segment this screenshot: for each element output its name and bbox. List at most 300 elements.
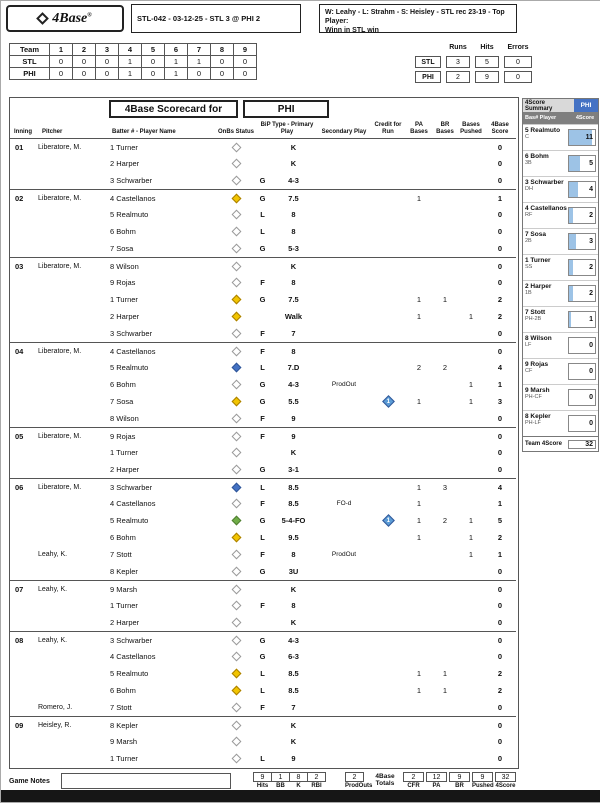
bip-type-cell [256, 227, 318, 236]
br-bases-cell: 1 [442, 686, 448, 695]
onbase-status-cell [216, 670, 256, 677]
primary-play: 7.5 [288, 295, 299, 304]
fourbase-score-cell: 2 [497, 533, 503, 542]
primary-play: Walk [284, 312, 303, 321]
summary-player-name: 4 Castellanos [525, 205, 567, 212]
header-onbs-status: OnBs Status [217, 129, 254, 136]
errors-value: 0 [504, 56, 532, 68]
summary-player-name: 7 Stott [525, 309, 546, 316]
fourbase-score-cell: 0 [497, 431, 503, 441]
summary-team-badge: PHI [574, 99, 598, 112]
fourbase-score-cell: 1 [497, 550, 503, 559]
fourbase-score-cell: 0 [497, 159, 503, 168]
bases-pushed-cell: 1 [468, 550, 474, 559]
credit-for-run-cell [370, 448, 406, 457]
inning-header-cells [50, 44, 257, 56]
inning-score-cell: 0 [142, 56, 165, 68]
summary-row [523, 384, 598, 410]
summary-player-name: 9 Marsh [525, 387, 550, 394]
base-total-box [449, 772, 470, 789]
batter-cell: 3 Schwarber [110, 635, 153, 645]
bip-type-cell [256, 363, 318, 372]
bip-type-cell [256, 194, 318, 203]
onbase-diamond-icon [231, 669, 241, 679]
batter-cell: 9 Marsh [110, 737, 138, 746]
summary-row [523, 306, 598, 332]
summary-player-position: PH-CF [525, 394, 542, 400]
bip-type-cell [256, 550, 318, 559]
fourbase-score-cell: 0 [497, 703, 503, 712]
batter-cell: 2 Harper [110, 159, 140, 168]
credit-for-run-cell [370, 567, 406, 576]
errors-value: 0 [504, 71, 532, 83]
summary-player-name: 8 Wilson [525, 335, 552, 342]
onbase-diamond-icon [231, 533, 241, 543]
summary-player-name: 1 Turner [525, 257, 551, 264]
summary-score-cell [568, 129, 596, 146]
inning-cell: 05 [15, 431, 24, 441]
scorecard-rows [10, 138, 516, 767]
onbase-status-cell [216, 637, 256, 644]
summary-team-total-row [523, 436, 598, 451]
game-id-text: STL-042 - 03-12-25 - STL 3 @ PHI 2 [137, 14, 261, 23]
scorecard-row [10, 257, 516, 274]
credit-for-run-cell [370, 227, 406, 236]
onbase-status-cell [216, 313, 256, 320]
bip-letter: L [260, 363, 265, 372]
summary-score-value: 2 [589, 290, 593, 297]
br-bases-cell: 1 [442, 669, 448, 678]
stat-box [307, 772, 326, 789]
bases-pushed-cell: 1 [468, 516, 474, 525]
inning-score-cell: 0 [50, 56, 73, 68]
primary-play: 8 [291, 227, 296, 236]
primary-play: 8.5 [288, 499, 299, 508]
batter-cell: 1 Turner [110, 448, 138, 457]
onbase-status-cell [216, 568, 256, 575]
primary-play: 8.5 [288, 482, 299, 492]
primary-play: 8 [291, 278, 296, 287]
inning-header-cell: 3 [96, 44, 119, 56]
inning-score-cell: 0 [96, 68, 119, 80]
fourbase-score-cell: 0 [497, 210, 503, 219]
summary-player [523, 203, 568, 228]
summary-score-bar [569, 156, 580, 171]
summary-player [523, 229, 568, 254]
stat-box [271, 772, 290, 789]
primary-play: 6-3 [288, 652, 299, 661]
bip-letter: L [260, 227, 265, 236]
scorecard-table [9, 97, 519, 769]
primary-play: 8 [291, 550, 296, 559]
summary-title: 4Score Summary [523, 99, 574, 112]
bip-type-cell [256, 397, 318, 406]
base-total-value: 12 [426, 772, 447, 782]
onbase-status-cell [216, 245, 256, 252]
onbase-status-cell [216, 195, 256, 202]
onbase-status-cell [216, 279, 256, 286]
summary-score-cell [568, 259, 596, 276]
onbase-status-cell [216, 619, 256, 626]
bip-letter: L [260, 533, 265, 542]
summary-player-name: 9 Rojas [525, 361, 549, 368]
primary-play: 4-3 [288, 380, 299, 389]
inning-cell: 07 [15, 584, 24, 594]
credit-for-run-cell [370, 143, 406, 152]
onbase-diamond-icon [231, 516, 241, 526]
scorecard-row [10, 750, 516, 767]
fourbase-score-cell: 0 [497, 142, 503, 152]
summary-player [523, 177, 568, 202]
summary-player-position: 1B [525, 290, 532, 296]
bip-type-cell [256, 686, 318, 695]
summary-player [523, 281, 568, 306]
scorecard-row [10, 291, 516, 308]
linescore-table [9, 43, 257, 80]
summary-score-bar [569, 260, 573, 275]
bip-letter: G [259, 465, 266, 474]
bases-pushed-cell: 1 [468, 397, 474, 406]
summary-player-position: DH [525, 186, 533, 192]
onbase-status-cell [216, 330, 256, 337]
bip-letter: G [259, 397, 266, 406]
summary-score-cell [568, 285, 596, 302]
credit-for-run-cell [370, 652, 406, 661]
batter-cell: 6 Bohm [110, 380, 136, 389]
scorecard-row [10, 410, 516, 427]
bip-letter: L [260, 482, 265, 492]
onbase-status-cell [216, 602, 256, 609]
bip-letter: F [260, 346, 265, 356]
summary-player-position: CF [525, 368, 533, 374]
prodouts-group [345, 772, 373, 789]
batter-cell: 3 Schwarber [110, 329, 153, 338]
pa-bases-cell: 1 [416, 669, 422, 678]
summary-row [523, 150, 598, 176]
onbase-status-cell [216, 738, 256, 745]
cfr-number: 1 [386, 517, 390, 524]
bip-letter: L [260, 686, 265, 695]
primary-play: 8.5 [288, 686, 299, 695]
errors-label: Errors [507, 43, 529, 51]
primary-play: K [290, 618, 297, 627]
pa-bases-cell: 1 [416, 686, 422, 695]
fourbase-score-cell: 1 [497, 380, 503, 389]
onbase-status-cell [216, 348, 256, 355]
batting-totals-group [253, 772, 326, 789]
pitcher-cell: Liberatore, M. [38, 432, 82, 440]
credit-for-run-cell [370, 278, 406, 287]
fourbase-score-cell: 0 [497, 567, 503, 576]
bip-type-cell [256, 652, 318, 661]
onbase-status-cell [216, 296, 256, 303]
secondary-play-cell: ProdOut [331, 551, 357, 558]
batter-cell: 4 Castellanos [110, 652, 156, 661]
batter-cell: 5 Realmuto [110, 516, 149, 525]
credit-for-run-cell [370, 380, 406, 389]
pitcher-cell: Liberatore, M. [38, 347, 82, 355]
onbase-diamond-icon [231, 754, 241, 764]
inning-header-cell: 7 [188, 44, 211, 56]
onbase-diamond-icon [231, 635, 241, 645]
4base-totals-label: 4Base Totals [375, 773, 395, 788]
inning-score-cell: 0 [234, 68, 257, 80]
credit-for-run-cell [370, 432, 406, 441]
primary-play: 7.D [287, 363, 300, 372]
inning-score-cell: 0 [50, 68, 73, 80]
bip-type-cell [256, 329, 318, 338]
cfr-number: 1 [386, 398, 390, 405]
header-pitcher: Pitcher [42, 129, 63, 136]
onbase-diamond-icon [231, 176, 241, 186]
batter-cell: 9 Marsh [110, 584, 138, 594]
inning-header-cell: 2 [73, 44, 96, 56]
summary-score-value: 0 [589, 368, 593, 375]
summary-score-cell [568, 181, 596, 198]
inning-score-cell: 0 [73, 56, 96, 68]
scorecard-row [10, 614, 516, 631]
cfr-diamond-icon [382, 395, 395, 408]
scorecard-row [10, 223, 516, 240]
onbase-diamond-icon [231, 431, 241, 441]
bip-letter: F [260, 601, 265, 610]
app-logo [6, 5, 124, 32]
fourbase-score-cell: 0 [497, 635, 503, 645]
bip-letter: G [259, 567, 266, 576]
bip-letter: F [260, 550, 265, 559]
bip-letter: G [259, 652, 266, 661]
scorecard-row [10, 325, 516, 342]
inning-score-cell: 0 [188, 68, 211, 80]
scorecard-row [10, 682, 516, 699]
base-total-value: 32 [495, 772, 516, 782]
inning-score-cell: 0 [211, 68, 234, 80]
header-4base-score: 4Base Score [491, 122, 509, 136]
bip-type-cell [256, 465, 318, 474]
inning-score-cell: 1 [119, 56, 142, 68]
primary-play: 9.5 [288, 533, 299, 542]
primary-play: 8 [291, 601, 296, 610]
onbase-status-cell [216, 433, 256, 440]
credit-for-run-cell [370, 721, 406, 730]
summary-score-cell [568, 155, 596, 172]
bip-type-cell [256, 295, 318, 304]
summary-player-position: SS [525, 264, 533, 270]
header-inning: Inning [14, 129, 32, 136]
header-bases-pushed: Bases Pushed [460, 122, 482, 136]
header-bip-primary: BiP Type - Primary Play [260, 122, 314, 136]
batter-cell: 1 Turner [110, 142, 138, 152]
pa-bases-cell: 1 [416, 499, 422, 508]
team-total-value: 32 [568, 440, 596, 449]
inning-score-cell: 0 [211, 56, 234, 68]
onbase-diamond-icon [231, 295, 241, 305]
inning-cell: 06 [15, 482, 24, 492]
pa-bases-cell: 1 [416, 312, 422, 321]
summary-score-cell [568, 233, 596, 250]
footer-bar [1, 790, 600, 802]
summary-row [523, 124, 598, 150]
inning-score-cell: 0 [73, 68, 96, 80]
scorecard-team-box: PHI [243, 100, 329, 118]
bip-letter: G [259, 516, 266, 525]
onbase-status-cell [216, 228, 256, 235]
batter-cell: 8 Wilson [110, 414, 139, 423]
bip-type-cell [256, 669, 318, 678]
scorecard-row [10, 665, 516, 682]
br-bases-cell: 3 [442, 482, 448, 492]
primary-play: K [290, 584, 297, 594]
bip-type-cell [256, 737, 318, 746]
inning-cell: 09 [15, 720, 24, 730]
fourbase-score-cell: 0 [497, 652, 503, 661]
bip-type-cell [256, 210, 318, 219]
onbase-diamond-icon [231, 482, 241, 492]
bip-letter: G [259, 380, 266, 389]
game-id-box [131, 4, 301, 33]
scorecard-row [10, 597, 516, 614]
scorecard-row [10, 342, 516, 359]
credit-for-run-cell [370, 585, 406, 594]
onbase-status-cell [216, 722, 256, 729]
fourbase-score-cell: 1 [497, 193, 503, 203]
pa-bases-cell: 1 [416, 482, 422, 492]
primary-play: 3-1 [288, 465, 299, 474]
batter-cell: 8 Kepler [110, 720, 138, 730]
onbase-diamond-icon [231, 567, 241, 577]
scorecard-row [10, 563, 516, 580]
summary-player-list [523, 124, 598, 436]
batter-cell: 3 Schwarber [110, 176, 153, 185]
br-bases-cell: 1 [442, 295, 448, 304]
batter-cell: 6 Bohm [110, 686, 136, 695]
bases-pushed-cell: 1 [468, 533, 474, 542]
fourbase-score-cell: 0 [497, 448, 503, 457]
primary-play: 9 [291, 754, 296, 763]
scorecard-row [10, 155, 516, 172]
primary-play: 4-3 [288, 176, 299, 185]
diamond-icon [36, 12, 49, 25]
scorecard-row [10, 699, 516, 716]
onbase-diamond-icon [231, 278, 241, 288]
primary-play: 8.5 [288, 669, 299, 678]
scorecard-row [10, 359, 516, 376]
batter-cell: 9 Rojas [110, 431, 136, 441]
summary-player-position: LF [525, 342, 532, 348]
onbase-diamond-icon [231, 618, 241, 628]
summary-player [523, 307, 568, 332]
fourbase-score-cell: 3 [497, 397, 503, 406]
fourbase-score-cell: 0 [497, 414, 503, 423]
onbase-status-cell [216, 211, 256, 218]
cfr-diamond-icon [382, 514, 395, 527]
scorecard-row [10, 580, 516, 597]
fourbase-score-cell: 0 [497, 261, 503, 271]
bip-letter: F [260, 278, 265, 287]
primary-play: 9 [291, 414, 296, 423]
summary-score-value: 1 [589, 316, 593, 323]
batter-cell: 2 Harper [110, 618, 140, 627]
onbase-diamond-icon [231, 720, 241, 730]
batter-cell: 6 Bohm [110, 533, 136, 542]
inning-score-cell: 0 [142, 68, 165, 80]
inning-cell: 01 [15, 142, 24, 152]
bip-letter: F [260, 499, 265, 508]
credit-for-run-cell [370, 176, 406, 185]
inning-score-cell: 1 [188, 56, 211, 68]
primary-play: 5-3 [288, 244, 299, 253]
primary-play: K [290, 448, 297, 457]
summary-score-bar [569, 234, 576, 249]
summary-col-score: 4Score [575, 115, 595, 121]
onbase-diamond-icon [231, 329, 241, 339]
batter-cell: 9 Rojas [110, 278, 136, 287]
bip-type-cell [256, 499, 318, 508]
bip-type-cell [256, 278, 318, 287]
game-result-line2: Winn in STL win [325, 27, 379, 35]
summary-score-value: 11 [585, 134, 593, 141]
scorecard-title-label: 4Base Scorecard for [109, 100, 238, 118]
batter-cell: 8 Kepler [110, 567, 138, 576]
runs-value: 3 [446, 56, 470, 68]
batter-cell: 8 Wilson [110, 261, 139, 271]
credit-for-run-cell [370, 636, 406, 645]
batter-cell: 3 Schwarber [110, 482, 153, 492]
onbase-status-cell [216, 144, 256, 151]
logo-text: 4Base® [52, 10, 92, 26]
summary-row [523, 176, 598, 202]
summary-panel [522, 98, 599, 452]
linescore-body [10, 56, 257, 80]
pitcher-cell: Romero, J. [38, 704, 73, 711]
batter-cell: 2 Harper [110, 312, 140, 321]
pa-bases-cell: 2 [416, 363, 422, 372]
bip-type-cell [256, 721, 318, 730]
scorecard-row [10, 529, 516, 546]
credit-for-run-cell [370, 516, 406, 525]
onbase-diamond-icon [231, 142, 241, 152]
inning-score-cell: 1 [165, 56, 188, 68]
game-notes-label: Game Notes [9, 778, 50, 785]
fourbase-score-cell: 0 [497, 601, 503, 610]
bases-pushed-cell: 1 [468, 380, 474, 389]
summary-score-cell [568, 363, 596, 380]
summary-player-position: 3B [525, 160, 532, 166]
bip-letter: L [260, 754, 265, 763]
summary-column-header [523, 112, 598, 124]
batter-cell: 1 Turner [110, 601, 138, 610]
scorecard-row [10, 240, 516, 257]
summary-player-position: C [525, 134, 529, 140]
onbase-diamond-icon [231, 652, 241, 662]
inning-header-cell: 5 [142, 44, 165, 56]
summary-player-position: 2B [525, 238, 532, 244]
bip-letter: F [260, 414, 265, 423]
credit-for-run-cell [370, 295, 406, 304]
batter-cell: 7 Stott [110, 550, 132, 559]
onbase-diamond-icon [231, 397, 241, 407]
base-total-label: BR [455, 783, 464, 789]
summary-score-cell [568, 207, 596, 224]
onbase-diamond-icon [231, 703, 241, 713]
stat-value: 1 [271, 772, 290, 782]
fourbase-score-cell: 0 [497, 737, 503, 746]
game-notes-input[interactable] [61, 773, 231, 789]
scorecard-row [10, 189, 516, 206]
pitcher-cell: Leahy, K. [38, 551, 68, 558]
onbase-status-cell [216, 551, 256, 558]
bases-pushed-cell: 1 [468, 312, 474, 321]
